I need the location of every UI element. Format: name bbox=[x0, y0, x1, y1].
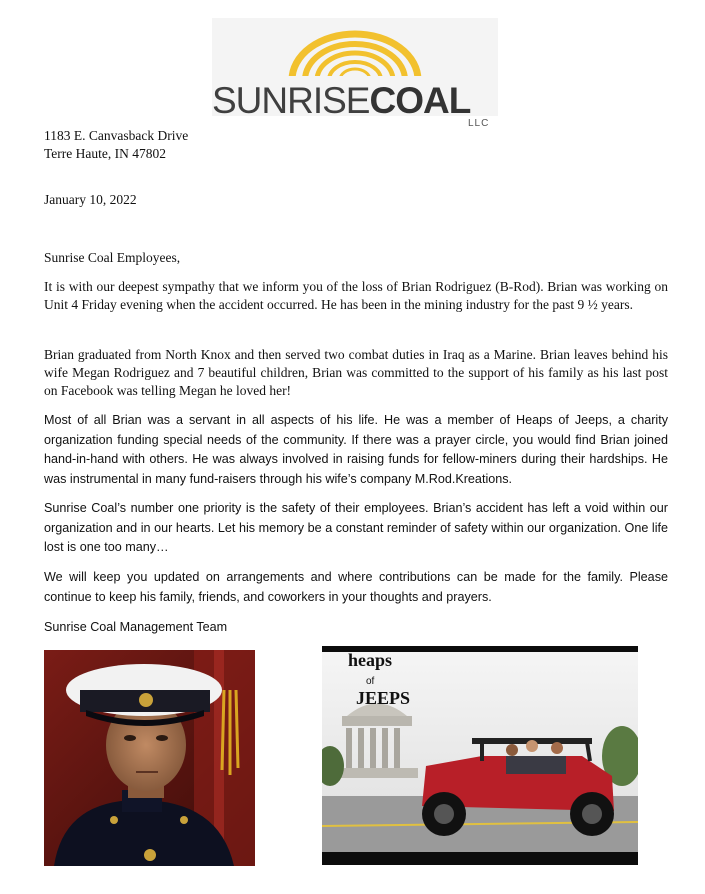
logo-heaps: heaps bbox=[348, 650, 393, 670]
marine-portrait-photo bbox=[44, 650, 255, 866]
logo-word-coal: COAL bbox=[369, 80, 471, 121]
letter-date: January 10, 2022 bbox=[44, 192, 137, 207]
paragraph-3: Most of all Brian was a servant in all aspects of his life. He was a member of Heaps of Jeeps, a charity organization funding special needs of the community. If there was a prayer circle, you would find Brian joined hand-in-hand with others. He was always involved in raising funds for fellow-miners during their hardships. He was instrumental in many fund-raisers through his wife’s company M.Rod.Kreations. bbox=[44, 413, 668, 486]
sender-address bbox=[44, 127, 188, 163]
address-line-2: Terre Haute, IN 47802 bbox=[44, 146, 167, 161]
address-line-1: 1183 E. Canvasback Drive bbox=[44, 128, 189, 143]
paragraph-4: Sunrise Coal’s number one priority is the safety of their employees. Brian’s accident has left a void within our organization and in our hearts. Let his memory be a constant reminder of safety within our organization. One life lost is one too many… bbox=[44, 501, 668, 554]
signoff: Sunrise Coal Management Team bbox=[44, 620, 228, 634]
logo-of: of bbox=[366, 676, 375, 687]
company-logo bbox=[212, 18, 498, 129]
logo-llc: LLC bbox=[468, 118, 490, 129]
logo-wordmark bbox=[212, 82, 498, 120]
heaps-of-jeeps-photo bbox=[322, 646, 638, 865]
logo-jeeps: JEEPS bbox=[356, 688, 411, 708]
paragraph-5: We will keep you updated on arrangements and where contributions can be made for the family. Please continue to keep his family, friends, and coworkers in your thoughts and prayers. bbox=[44, 570, 668, 604]
paragraph-2: Brian graduated from North Knox and then served two combat duties in Iraq as a Marine. Brian leaves behind his wife Megan Rodriguez and 7 beautiful children, Brian was committed to the support of his family as his last post on Facebook was telling Megan he loved her! bbox=[44, 347, 668, 398]
paragraph-1: It is with our deepest sympathy that we inform you of the loss of Brian Rodriguez (B-Rod). Brian was working on Unit 4 Friday evening when the accident occurred. He has been in the mining industry for the past 9 ½ years. bbox=[44, 279, 668, 312]
logo-word-sunrise: SUNRISE bbox=[212, 80, 370, 121]
salutation: Sunrise Coal Employees, bbox=[44, 250, 181, 265]
